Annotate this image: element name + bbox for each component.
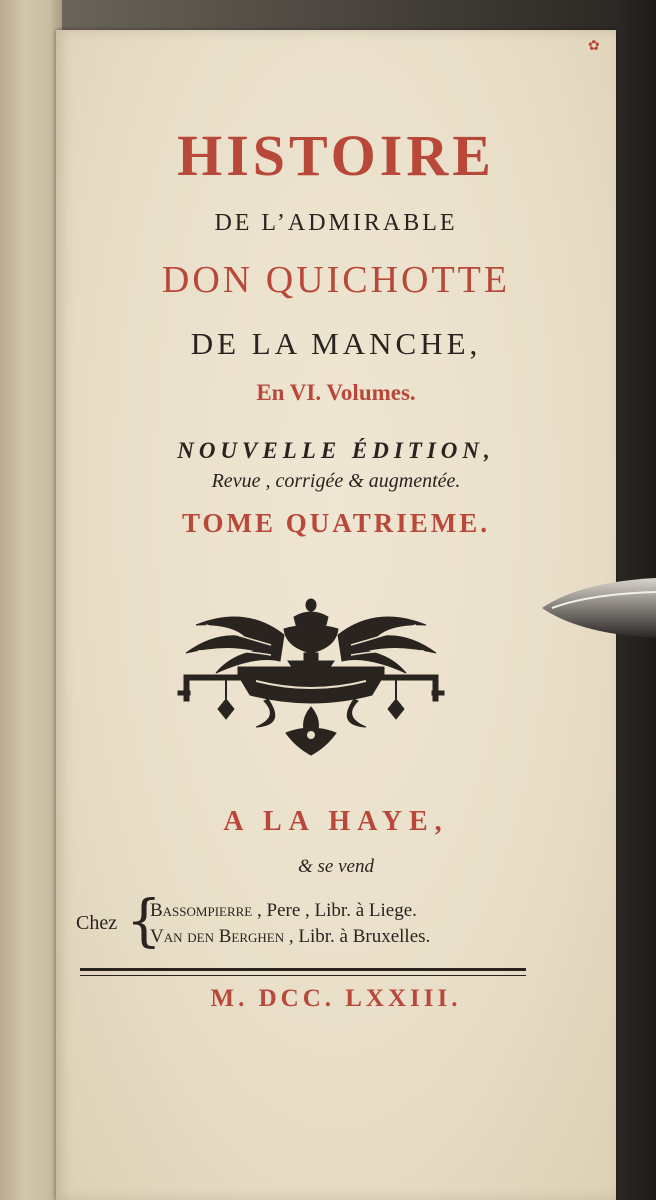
subtitle-la-manche: DE LA MANCHE, <box>190 326 482 361</box>
seller-liege-detail: , Pere , Libr. à Liege. <box>252 900 417 921</box>
publication-place: A LA HAYE, <box>223 806 449 837</box>
seller-liege-name: Bassompierre <box>150 900 253 921</box>
subtitle-don-quichotte: DON QUICHOTTE <box>161 259 511 301</box>
tome-number: TOME QUATRIEME. <box>181 508 491 538</box>
seller-liege <box>150 900 417 922</box>
title-page <box>56 30 616 1200</box>
subtitle-admirable: DE L’ADMIRABLE <box>214 210 458 236</box>
seller-bruxelles-detail: , Libr. à Bruxelles. <box>284 926 431 947</box>
sellers-block <box>76 889 596 958</box>
vase-foliage-ornament-icon <box>176 595 446 760</box>
volumes-note: En VI. Volumes. <box>256 380 416 405</box>
metal-bookmark-icon <box>540 578 656 642</box>
publication-year: M. DCC. LXXIII. <box>210 985 462 1012</box>
edition-note: NOUVELLE ÉDITION, <box>177 438 495 463</box>
flower-mark-icon: ✿ <box>588 38 600 54</box>
seller-bruxelles <box>150 926 430 948</box>
chez-label: Chez <box>76 912 118 934</box>
sold-note: & se vend <box>298 856 374 877</box>
revision-note: Revue , corrigée & augmentée. <box>211 470 461 492</box>
book-title: HISTOIRE <box>177 123 495 188</box>
adjacent-page-edge <box>0 0 62 1200</box>
seller-bruxelles-name: Van den Berghen <box>150 926 285 947</box>
curly-brace-icon: { <box>126 889 162 954</box>
double-rule-divider <box>80 968 526 976</box>
